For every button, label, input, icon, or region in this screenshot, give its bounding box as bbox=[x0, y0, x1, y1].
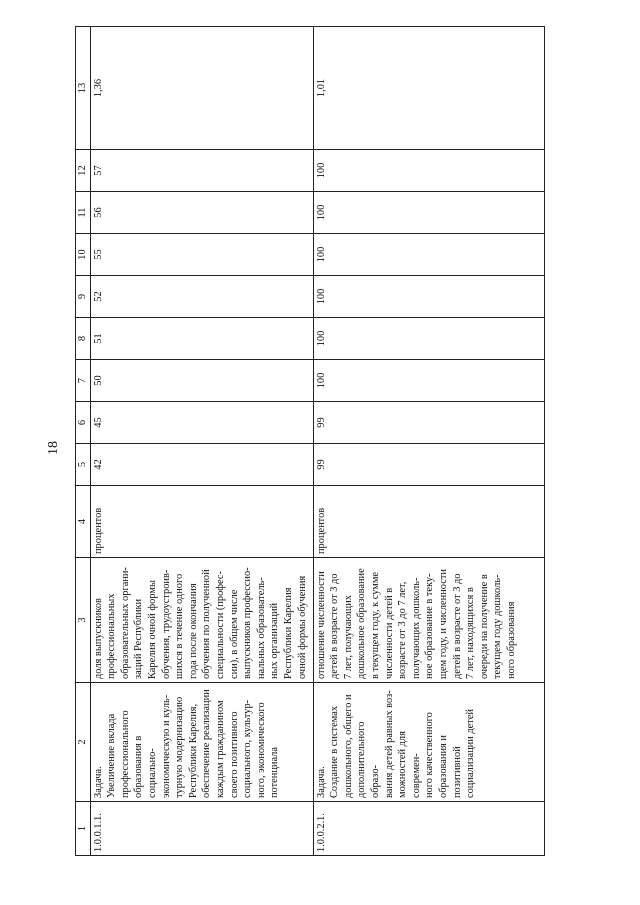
table-row bbox=[90, 27, 313, 856]
header-cell: 13 bbox=[76, 27, 91, 150]
value-cell: 99 bbox=[313, 402, 544, 444]
value-cell: 100 bbox=[313, 318, 544, 360]
header-cell: 2 bbox=[76, 683, 91, 802]
header-cell: 4 bbox=[76, 486, 91, 558]
value-cell: 42 bbox=[90, 444, 313, 486]
header-cell: 7 bbox=[76, 360, 91, 402]
value-cell: 45 bbox=[90, 402, 313, 444]
page-number: 18 bbox=[46, 441, 61, 455]
rotated-table-container bbox=[75, 26, 555, 856]
value-cell: 100 bbox=[313, 234, 544, 276]
value-cell: 56 bbox=[90, 192, 313, 234]
indicators-table bbox=[75, 26, 545, 856]
indicator-cell: доля выпускников профессиональных образовательных органи- заций Республики Карелия очной формы обучения, трудоустроив- шихся в течение одного года после окончания обучения по полученной специальности (профес- сии), в общем числе выпускников профессио- нальных образователь- ных организаций Республики Карелия очной формы обучения bbox=[90, 558, 313, 683]
value-cell: 50 bbox=[90, 360, 313, 402]
value-cell: 1,01 bbox=[313, 27, 544, 150]
value-cell: 100 bbox=[313, 150, 544, 192]
value-cell: 55 bbox=[90, 234, 313, 276]
header-cell: 1 bbox=[76, 802, 91, 856]
task-cell: Задача. Создание в системах дошкольного, общего и дополнительного образо- вания детей равных воз- можностей для современ- ного качественного образования и позитивной социализации детей bbox=[313, 683, 544, 802]
header-cell: 9 bbox=[76, 276, 91, 318]
value-cell: 1,36 bbox=[90, 27, 313, 150]
unit-cell: процентов bbox=[90, 486, 313, 558]
task-cell: Задача. Увеличение вклада профессионального образования в социально- экономическую и куль- турную модернизацию Республики Карелия, обеспечение реализации каждым гражданином своего позитивного социального, культур- ного, экономического потенциала bbox=[90, 683, 313, 802]
value-cell: 100 bbox=[313, 192, 544, 234]
header-cell: 5 bbox=[76, 444, 91, 486]
value-cell: 100 bbox=[313, 276, 544, 318]
header-cell: 3 bbox=[76, 558, 91, 683]
table-row bbox=[313, 27, 544, 856]
value-cell: 52 bbox=[90, 276, 313, 318]
unit-cell: процентов bbox=[313, 486, 544, 558]
code-cell: 1.0.0.1.1. bbox=[90, 802, 313, 856]
header-cell: 12 bbox=[76, 150, 91, 192]
header-cell: 8 bbox=[76, 318, 91, 360]
value-cell: 57 bbox=[90, 150, 313, 192]
header-cell: 10 bbox=[76, 234, 91, 276]
code-cell: 1.0.0.2.1. bbox=[313, 802, 544, 856]
header-cell: 11 bbox=[76, 192, 91, 234]
header-row bbox=[76, 27, 91, 856]
value-cell: 99 bbox=[313, 444, 544, 486]
value-cell: 51 bbox=[90, 318, 313, 360]
indicator-cell: отношение численности детей в возрасте от 3 до 7 лет, получающих дошкольное образование в текущем году, к сумме численности детей в возрасте от 3 до 7 лет, получающих дошколь- ное образование в теку- щем году, и численности детей в возрасте от 3 до 7 лет, находящихся в очереди на получение в текущем году дошколь- ного образования bbox=[313, 558, 544, 683]
header-cell: 6 bbox=[76, 402, 91, 444]
value-cell: 100 bbox=[313, 360, 544, 402]
